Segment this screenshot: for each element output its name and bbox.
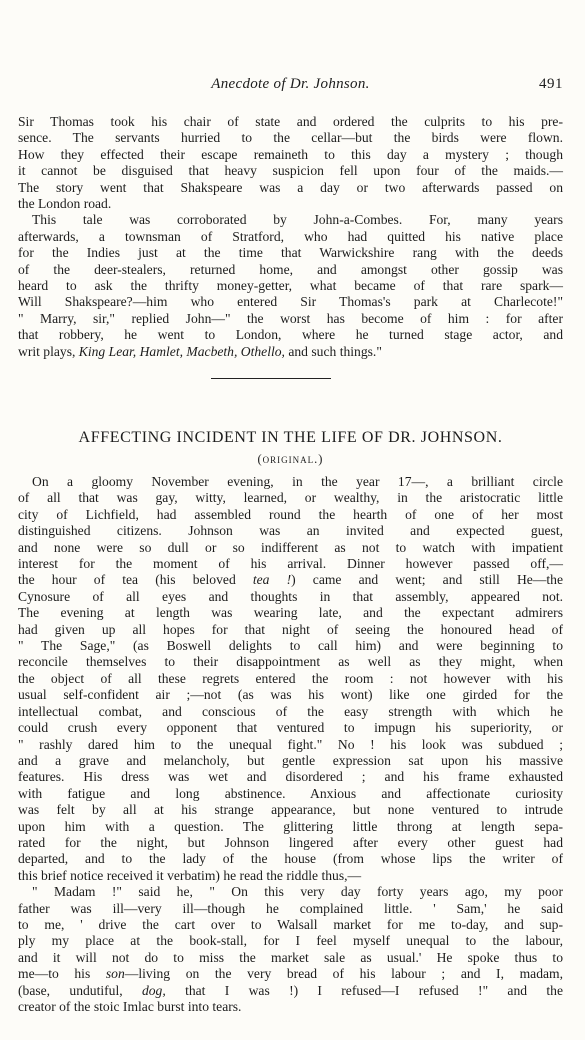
text-line: had given up all hopes for that night of seeing the honoured head of (18, 621, 563, 637)
text-fragment: —living on the very bread of his labour ; and I, madam, (124, 966, 564, 982)
text-line: was felt by all at his strange appearance, but none ventured to intrude (18, 802, 563, 818)
text-line: This tale was corroborated by John-a-Combes. For, many years (32, 212, 563, 228)
text-line: reconcile themselves to their disappointment as well as they might, when (18, 654, 563, 670)
text-fragment: writ plays, (18, 343, 79, 359)
text-line: Will Shakspeare?—him who entered Sir Thomas's park at Charlecote!" (18, 294, 563, 310)
text-line: creator of the stoic Imlac burst into tears. (18, 999, 242, 1014)
text-line: heard to ask the thrifty money-getter, what became of that rare spark— (18, 278, 563, 294)
text-line: upon him with a question. The glittering little throng at length sepa- (18, 818, 563, 834)
article-paragraph (18, 884, 563, 1015)
text-line: features. His dress was wet and disordered ; and his frame exhausted (18, 769, 563, 785)
article-paragraph (18, 474, 563, 884)
text-line: and it will not do to miss the market sale as usual.' He spoke thus to (18, 949, 563, 965)
text-line: ply my place at the book-stall, for I feel myself unequal to the labour, (18, 933, 563, 949)
text-line: On a gloomy November evening, in the year 17—, a brilliant circle (32, 474, 563, 489)
text-line: distinguished citizens. Johnson was an invited and expected guest, (18, 523, 563, 539)
article-body (18, 474, 563, 1015)
text-line: with fatigue and long abstinence. Anxious and affectionate curiosity (18, 785, 563, 801)
running-title: Anecdote of Dr. Johnson. (211, 76, 370, 92)
text-fragment: the hour of tea (his beloved (18, 572, 253, 588)
text-line: " Madam !" said he, " On this very day forty years ago, my poor (32, 884, 563, 900)
text-fragment: and such things." (284, 343, 382, 359)
text-line: intellectual combat, and conscious of the easy strength with which he (18, 703, 563, 719)
son-word: son (105, 966, 125, 982)
text-line: this brief notice received it verbatim) he read the riddle thus,— (18, 867, 362, 883)
text-line: interest for the moment of his arrival. Dinner however passed off,— (18, 556, 563, 572)
text-line: of the deer-stealers, returned home, and amongst other gossip was (18, 261, 563, 277)
text-line: father was ill—very ill—though he complained little. ' Sam,' he said (18, 900, 563, 916)
text-line: and none were so dull or so indifferent as not to watch with impatient (18, 539, 563, 555)
text-line: " The Sage," (as Boswell delights to call him) and were beginning to (18, 638, 563, 654)
article-title: AFFECTING INCIDENT IN THE LIFE OF DR. JOHNSON. (78, 429, 503, 446)
text-line: " Marry, sir," replied John—" the worst has become of him : for after (18, 310, 563, 326)
text-line: the object of all these regrets entered the room : not however with his (18, 670, 563, 686)
text-line: " rashly dared him to the unequal fight." No ! his look was subdued ; (18, 736, 563, 752)
text-line: departed, and to the lady of the house (from whose lips the writer of (18, 851, 563, 867)
first-story (18, 114, 563, 360)
article-subtitle: (original.) (257, 452, 324, 466)
text-fragment: (base, undutiful, (18, 982, 142, 998)
text-line (18, 966, 563, 982)
text-line: to me, ' drive the cart over to Walsall market for me to-day, and sup- (18, 916, 563, 932)
text-line: it cannot be disguised that heavy suspicion fell upon four of the maids.— (18, 163, 563, 179)
text-line: The story went that Shakspeare was a day or two afterwards passed on (18, 179, 563, 195)
text-line: Sir Thomas took his chair of state and ordered the culprits to his pre- (18, 114, 563, 129)
text-line (18, 983, 563, 999)
play-titles: King Lear, Hamlet, Macbeth, Othello, (78, 343, 285, 359)
text-line: city of Lichfield, had assembled round the hearth of one of her most (18, 506, 563, 522)
paragraph-1 (18, 114, 563, 212)
text-line: and a grave and melancholy, but gentle expression sat upon his massive (18, 752, 563, 768)
text-line: afterwards, a townsman of Stratford, who had quitted his native place (18, 228, 563, 244)
text-line: for the Indies just at the time that Warwickshire rang with the deeds (18, 245, 563, 261)
text-line (18, 572, 563, 588)
text-line: How they effected their escape remaineth to this day a mystery ; though (18, 146, 563, 162)
text-line (18, 344, 563, 360)
page-number: 491 (539, 76, 563, 92)
section-divider (211, 378, 331, 379)
dog-word: dog, (141, 982, 166, 998)
text-line: of all that was gay, witty, learned, or wealthy, in the aristocratic little (18, 490, 563, 506)
text-line: the London road. (18, 196, 112, 212)
text-line: sence. The servants hurried to the cellar—but the birds were flown. (18, 130, 563, 146)
text-line: The evening at length was wearing late, and the expectant admirers (18, 605, 563, 621)
text-line: Cynosure of all eyes and thoughts in that assembly, appeared not. (18, 588, 563, 604)
text-line: could crush every opponent that ventured to impugn his superiority, or (18, 720, 563, 736)
text-line: that robbery, he went to London, where he turned stage actor, and (18, 327, 563, 343)
tea-word: tea ! (252, 572, 292, 588)
running-head (18, 76, 563, 98)
text-line: rated for the night, but Johnson lingered after every other guest had (18, 834, 563, 850)
paragraph-2 (18, 212, 563, 360)
text-fragment: that I was !) I refused—I refused !" and the (165, 982, 563, 998)
text-fragment: me—to his (18, 966, 106, 982)
text-fragment: ) came and went; and still He—the (291, 572, 563, 588)
text-line: usual self-confident air ;—not (as was his wont) like one girded for the (18, 687, 563, 703)
